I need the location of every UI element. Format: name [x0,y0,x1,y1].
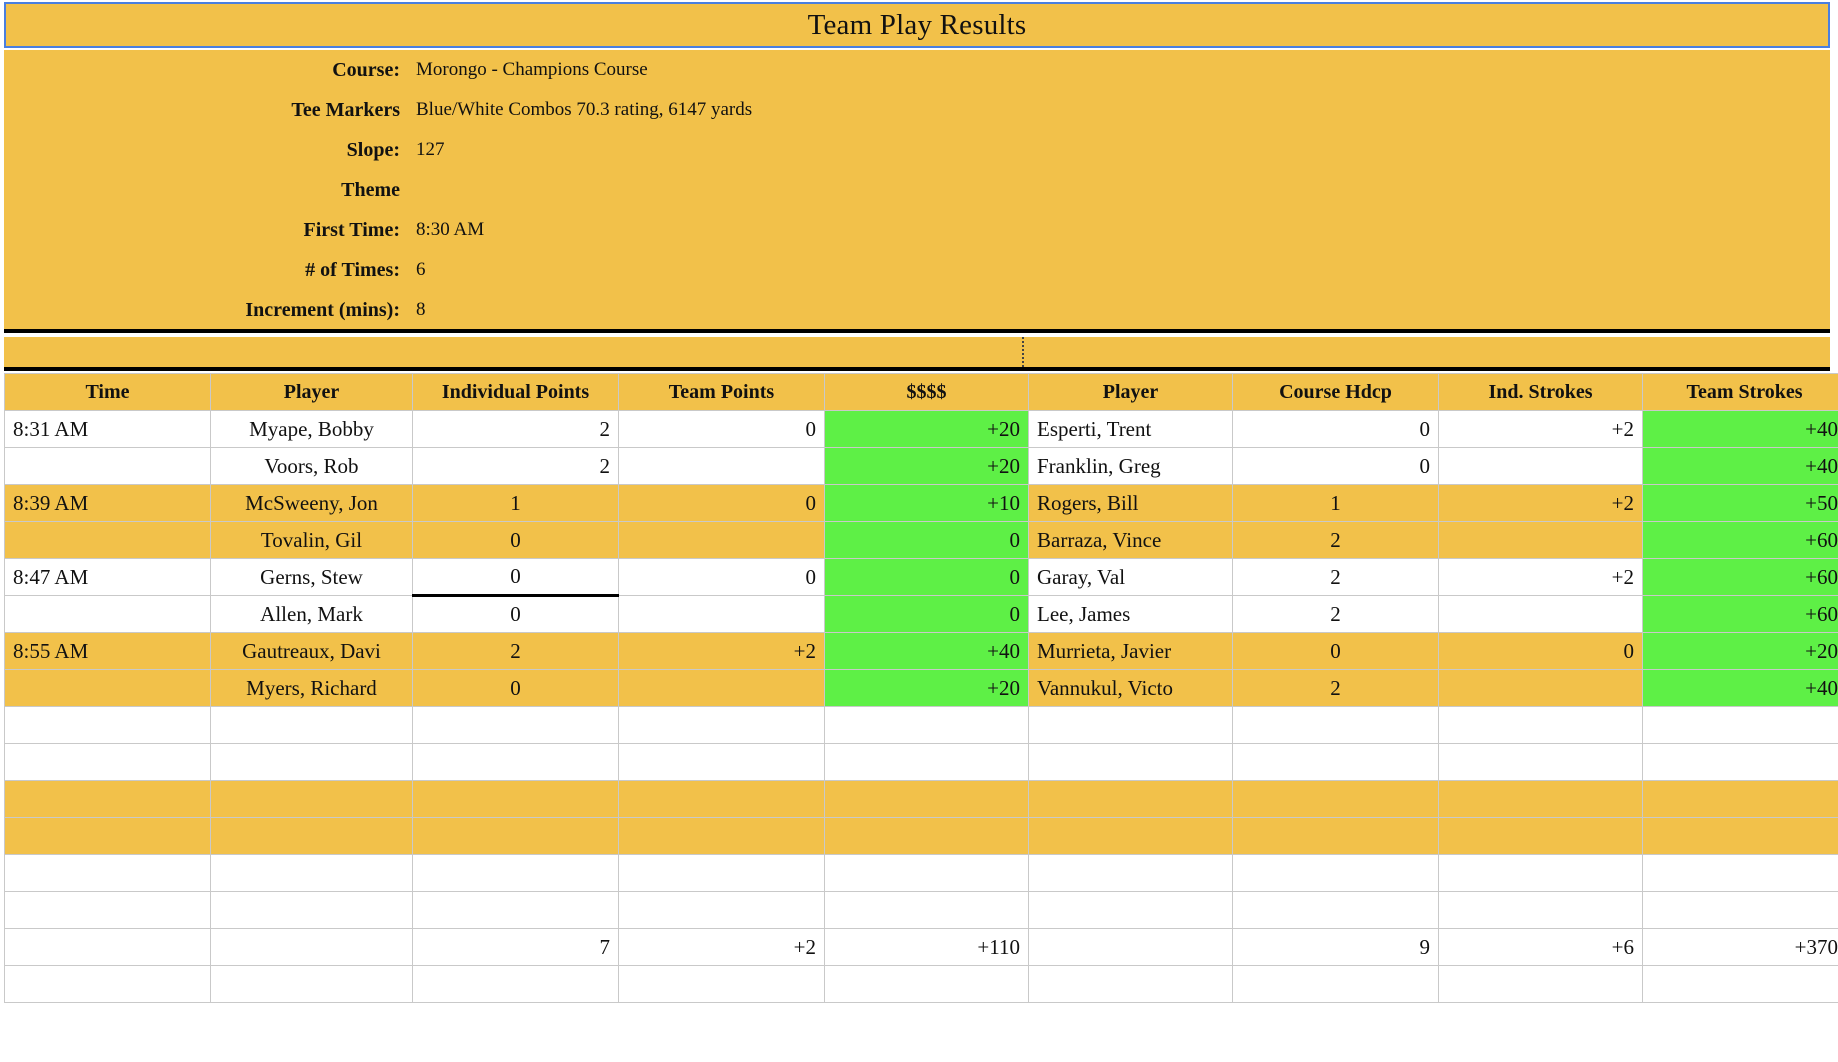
cell-money[interactable]: 0 [825,559,1029,596]
empty-cell[interactable] [1029,892,1233,929]
info-value-increment[interactable]: 8 [416,299,426,320]
cell-team-points[interactable]: 0 [619,485,825,522]
cell-team-strokes[interactable]: +20 [1643,633,1838,670]
info-label-slope: Slope: [346,138,400,161]
cell-money[interactable]: 0 [825,596,1029,633]
empty-cell[interactable] [825,781,1029,818]
cell-ind-strokes[interactable]: +2 [1439,411,1643,448]
cell-time[interactable] [5,522,211,559]
empty-cell[interactable] [413,744,619,781]
table-row[interactable] [5,596,1838,633]
column-divider [1022,337,1024,367]
cell-team-points[interactable] [619,522,825,559]
cell-ind-strokes[interactable] [1439,522,1643,559]
empty-cell[interactable] [619,892,825,929]
table-row[interactable] [5,485,1838,522]
total-team-points[interactable]: +2 [619,929,825,966]
cell-course-hdcp[interactable]: 1 [1233,485,1439,522]
cell-course-hdcp[interactable]: 0 [1233,633,1439,670]
table-row[interactable] [5,670,1838,707]
table-row[interactable] [5,411,1838,448]
empty-cell[interactable] [5,892,211,929]
cell-team-strokes[interactable]: +40 [1643,411,1838,448]
cell-player-2[interactable]: Garay, Val [1029,559,1233,596]
cell-ind-strokes[interactable] [1439,448,1643,485]
empty-cell[interactable] [1643,744,1838,781]
empty-cell[interactable] [1643,707,1838,744]
empty-cell[interactable] [619,781,825,818]
cell-player-2[interactable]: Vannukul, Victo [1029,670,1233,707]
empty-cell[interactable] [619,707,825,744]
empty-cell[interactable] [1439,966,1643,1003]
empty-cell[interactable] [825,818,1029,855]
table-row[interactable] [5,559,1838,596]
cell-money[interactable]: +40 [825,633,1029,670]
blank-gold-row[interactable] [5,818,1838,855]
info-row-slope [4,130,1830,170]
empty-cell[interactable] [1233,892,1439,929]
total-money[interactable]: +110 [825,929,1029,966]
total-cell-time[interactable] [5,929,211,966]
total-course-hdcp[interactable]: 9 [1233,929,1439,966]
cell-time[interactable] [5,670,211,707]
empty-cell[interactable] [5,818,211,855]
empty-cell[interactable] [1029,744,1233,781]
info-value-tee-markers[interactable]: Blue/White Combos 70.3 rating, 6147 yards [416,99,753,120]
info-row-tee-markers [4,90,1830,130]
cell-money[interactable]: +10 [825,485,1029,522]
empty-cell[interactable] [619,818,825,855]
empty-cell[interactable] [413,892,619,929]
cell-time[interactable]: 8:47 AM [5,559,211,596]
cell-time[interactable]: 8:31 AM [5,411,211,448]
empty-cell[interactable] [619,966,825,1003]
empty-cell[interactable] [211,818,413,855]
cell-individual-points[interactable]: 2 [413,448,619,485]
cell-time[interactable] [5,448,211,485]
empty-cell[interactable] [619,855,825,892]
cell-player-1[interactable]: Gerns, Stew [211,559,413,596]
cell-course-hdcp[interactable]: 2 [1233,670,1439,707]
cell-player-1[interactable]: Myape, Bobby [211,411,413,448]
cell-individual-points[interactable]: 2 [413,633,619,670]
cell-team-strokes[interactable]: +50 [1643,485,1838,522]
cell-player-2[interactable]: Lee, James [1029,596,1233,633]
cell-time[interactable]: 8:39 AM [5,485,211,522]
info-label-increment: Increment (mins): [245,298,400,321]
cell-individual-points[interactable]: 0 [413,596,619,633]
empty-cell[interactable] [1029,966,1233,1003]
total-cell-player-2[interactable] [1029,929,1233,966]
info-label-number-of-times: # of Times: [305,258,400,281]
empty-cell[interactable] [825,966,1029,1003]
cell-player-1[interactable]: Myers, Richard [211,670,413,707]
header-individual-points[interactable]: Individual Points [413,374,619,411]
total-cell-player-1[interactable] [211,929,413,966]
page-title [4,2,1830,48]
cell-ind-strokes[interactable]: +2 [1439,485,1643,522]
header-player-1[interactable]: Player [211,374,413,411]
empty-cell[interactable] [619,744,825,781]
total-individual-points[interactable]: 7 [413,929,619,966]
empty-cell[interactable] [1233,781,1439,818]
cell-money[interactable]: 0 [825,522,1029,559]
header-time[interactable]: Time [5,374,211,411]
empty-cell[interactable] [211,966,413,1003]
info-value-course[interactable]: Morongo - Champions Course [416,59,648,80]
cell-course-hdcp[interactable]: 2 [1233,596,1439,633]
empty-row[interactable] [5,892,1838,929]
empty-cell[interactable] [1233,744,1439,781]
cell-player-2[interactable]: Murrieta, Javier [1029,633,1233,670]
empty-cell[interactable] [1029,781,1233,818]
empty-cell[interactable] [1643,892,1838,929]
cell-player-2[interactable]: Rogers, Bill [1029,485,1233,522]
cell-team-points[interactable] [619,596,825,633]
page-title-text: Team Play Results [807,8,1027,41]
empty-cell[interactable] [1439,855,1643,892]
cell-player-1[interactable]: Allen, Mark [211,596,413,633]
info-label-theme: Theme [341,178,400,201]
empty-row[interactable] [5,966,1838,1003]
blank-gold-row[interactable] [5,781,1838,818]
cell-course-hdcp[interactable]: 2 [1233,559,1439,596]
separator-band [4,337,1830,371]
empty-cell[interactable] [5,781,211,818]
empty-cell[interactable] [1233,707,1439,744]
cell-ind-strokes[interactable] [1439,596,1643,633]
empty-cell[interactable] [5,966,211,1003]
empty-cell[interactable] [211,781,413,818]
cell-player-2[interactable]: Esperti, Trent [1029,411,1233,448]
empty-row[interactable] [5,855,1838,892]
table-header-row [5,374,1838,411]
empty-cell[interactable] [825,892,1029,929]
cell-team-strokes[interactable]: +60 [1643,559,1838,596]
total-ind-strokes[interactable]: +6 [1439,929,1643,966]
total-team-strokes[interactable]: +370 [1643,929,1838,966]
info-label-tee-markers: Tee Markers [291,98,400,121]
empty-cell[interactable] [825,855,1029,892]
empty-cell[interactable] [413,707,619,744]
info-value-slope[interactable]: 127 [416,139,445,160]
cell-course-hdcp[interactable]: 2 [1233,522,1439,559]
empty-cell[interactable] [413,855,619,892]
empty-row[interactable] [5,744,1838,781]
header-team-strokes[interactable]: Team Strokes [1643,374,1838,411]
empty-cell[interactable] [5,744,211,781]
cell-individual-points[interactable]: 1 [413,485,619,522]
cell-team-points[interactable] [619,670,825,707]
empty-cell[interactable] [1439,892,1643,929]
cell-ind-strokes[interactable] [1439,670,1643,707]
cell-player-1[interactable]: Tovalin, Gil [211,522,413,559]
cell-ind-strokes[interactable]: +2 [1439,559,1643,596]
totals-row[interactable] [5,929,1838,966]
cell-ind-strokes[interactable]: 0 [1439,633,1643,670]
empty-cell[interactable] [1233,818,1439,855]
empty-cell[interactable] [211,892,413,929]
header-money[interactable]: $$$$ [825,374,1029,411]
cell-money[interactable]: +20 [825,448,1029,485]
cell-player-2[interactable]: Franklin, Greg [1029,448,1233,485]
empty-cell[interactable] [1643,966,1838,1003]
cell-team-strokes[interactable]: +60 [1643,522,1838,559]
empty-cell[interactable] [1439,818,1643,855]
info-label-first-time: First Time: [303,218,400,241]
cell-time[interactable]: 8:55 AM [5,633,211,670]
empty-cell[interactable] [5,707,211,744]
info-value-number-of-times[interactable]: 6 [416,259,426,280]
cell-course-hdcp[interactable]: 0 [1233,448,1439,485]
table-row[interactable] [5,633,1838,670]
cell-team-strokes[interactable]: +40 [1643,670,1838,707]
empty-cell[interactable] [825,744,1029,781]
info-row-increment [4,290,1830,330]
cell-player-1[interactable]: McSweeny, Jon [211,485,413,522]
results-table [4,373,1838,1003]
empty-cell[interactable] [5,855,211,892]
header-course-hdcp[interactable]: Course Hdcp [1233,374,1439,411]
cell-team-strokes[interactable]: +40 [1643,448,1838,485]
cell-team-points[interactable]: 0 [619,559,825,596]
empty-cell[interactable] [413,781,619,818]
header-team-points[interactable]: Team Points [619,374,825,411]
empty-cell[interactable] [1439,781,1643,818]
cell-team-points[interactable] [619,448,825,485]
header-ind-strokes[interactable]: Ind. Strokes [1439,374,1643,411]
info-row-number-of-times [4,250,1830,290]
cell-player-1[interactable]: Voors, Rob [211,448,413,485]
table-row[interactable] [5,448,1838,485]
empty-cell[interactable] [825,707,1029,744]
empty-cell[interactable] [413,818,619,855]
empty-cell[interactable] [1233,966,1439,1003]
empty-cell[interactable] [1029,855,1233,892]
cell-team-strokes[interactable]: +60 [1643,596,1838,633]
info-label-course: Course: [332,58,400,81]
cell-course-hdcp[interactable]: 0 [1233,411,1439,448]
cell-individual-points[interactable]: 0 [413,522,619,559]
info-value-first-time[interactable]: 8:30 AM [416,219,485,240]
empty-cell[interactable] [1029,707,1233,744]
info-row-first-time [4,210,1830,250]
empty-cell[interactable] [1233,855,1439,892]
empty-row[interactable] [5,707,1838,744]
empty-cell[interactable] [211,744,413,781]
empty-cell[interactable] [1029,818,1233,855]
cell-money[interactable]: +20 [825,411,1029,448]
cell-player-2[interactable]: Barraza, Vince [1029,522,1233,559]
header-player-2[interactable]: Player [1029,374,1233,411]
cell-time[interactable] [5,596,211,633]
empty-cell[interactable] [413,966,619,1003]
table-row[interactable] [5,522,1838,559]
empty-cell[interactable] [1439,707,1643,744]
cell-money[interactable]: +20 [825,670,1029,707]
empty-cell[interactable] [1643,855,1838,892]
cell-individual-points[interactable]: 2 [413,411,619,448]
empty-cell[interactable] [1643,781,1838,818]
cell-player-1[interactable]: Gautreaux, Davi [211,633,413,670]
course-info-block [4,50,1830,333]
cell-team-points[interactable]: 0 [619,411,825,448]
empty-cell[interactable] [211,855,413,892]
empty-cell[interactable] [211,707,413,744]
cell-individual-points[interactable]: 0 [413,559,619,596]
cell-team-points[interactable]: +2 [619,633,825,670]
empty-cell[interactable] [1439,744,1643,781]
empty-cell[interactable] [1643,818,1838,855]
cell-individual-points[interactable]: 0 [413,670,619,707]
info-row-course [4,50,1830,90]
info-row-theme [4,170,1830,210]
